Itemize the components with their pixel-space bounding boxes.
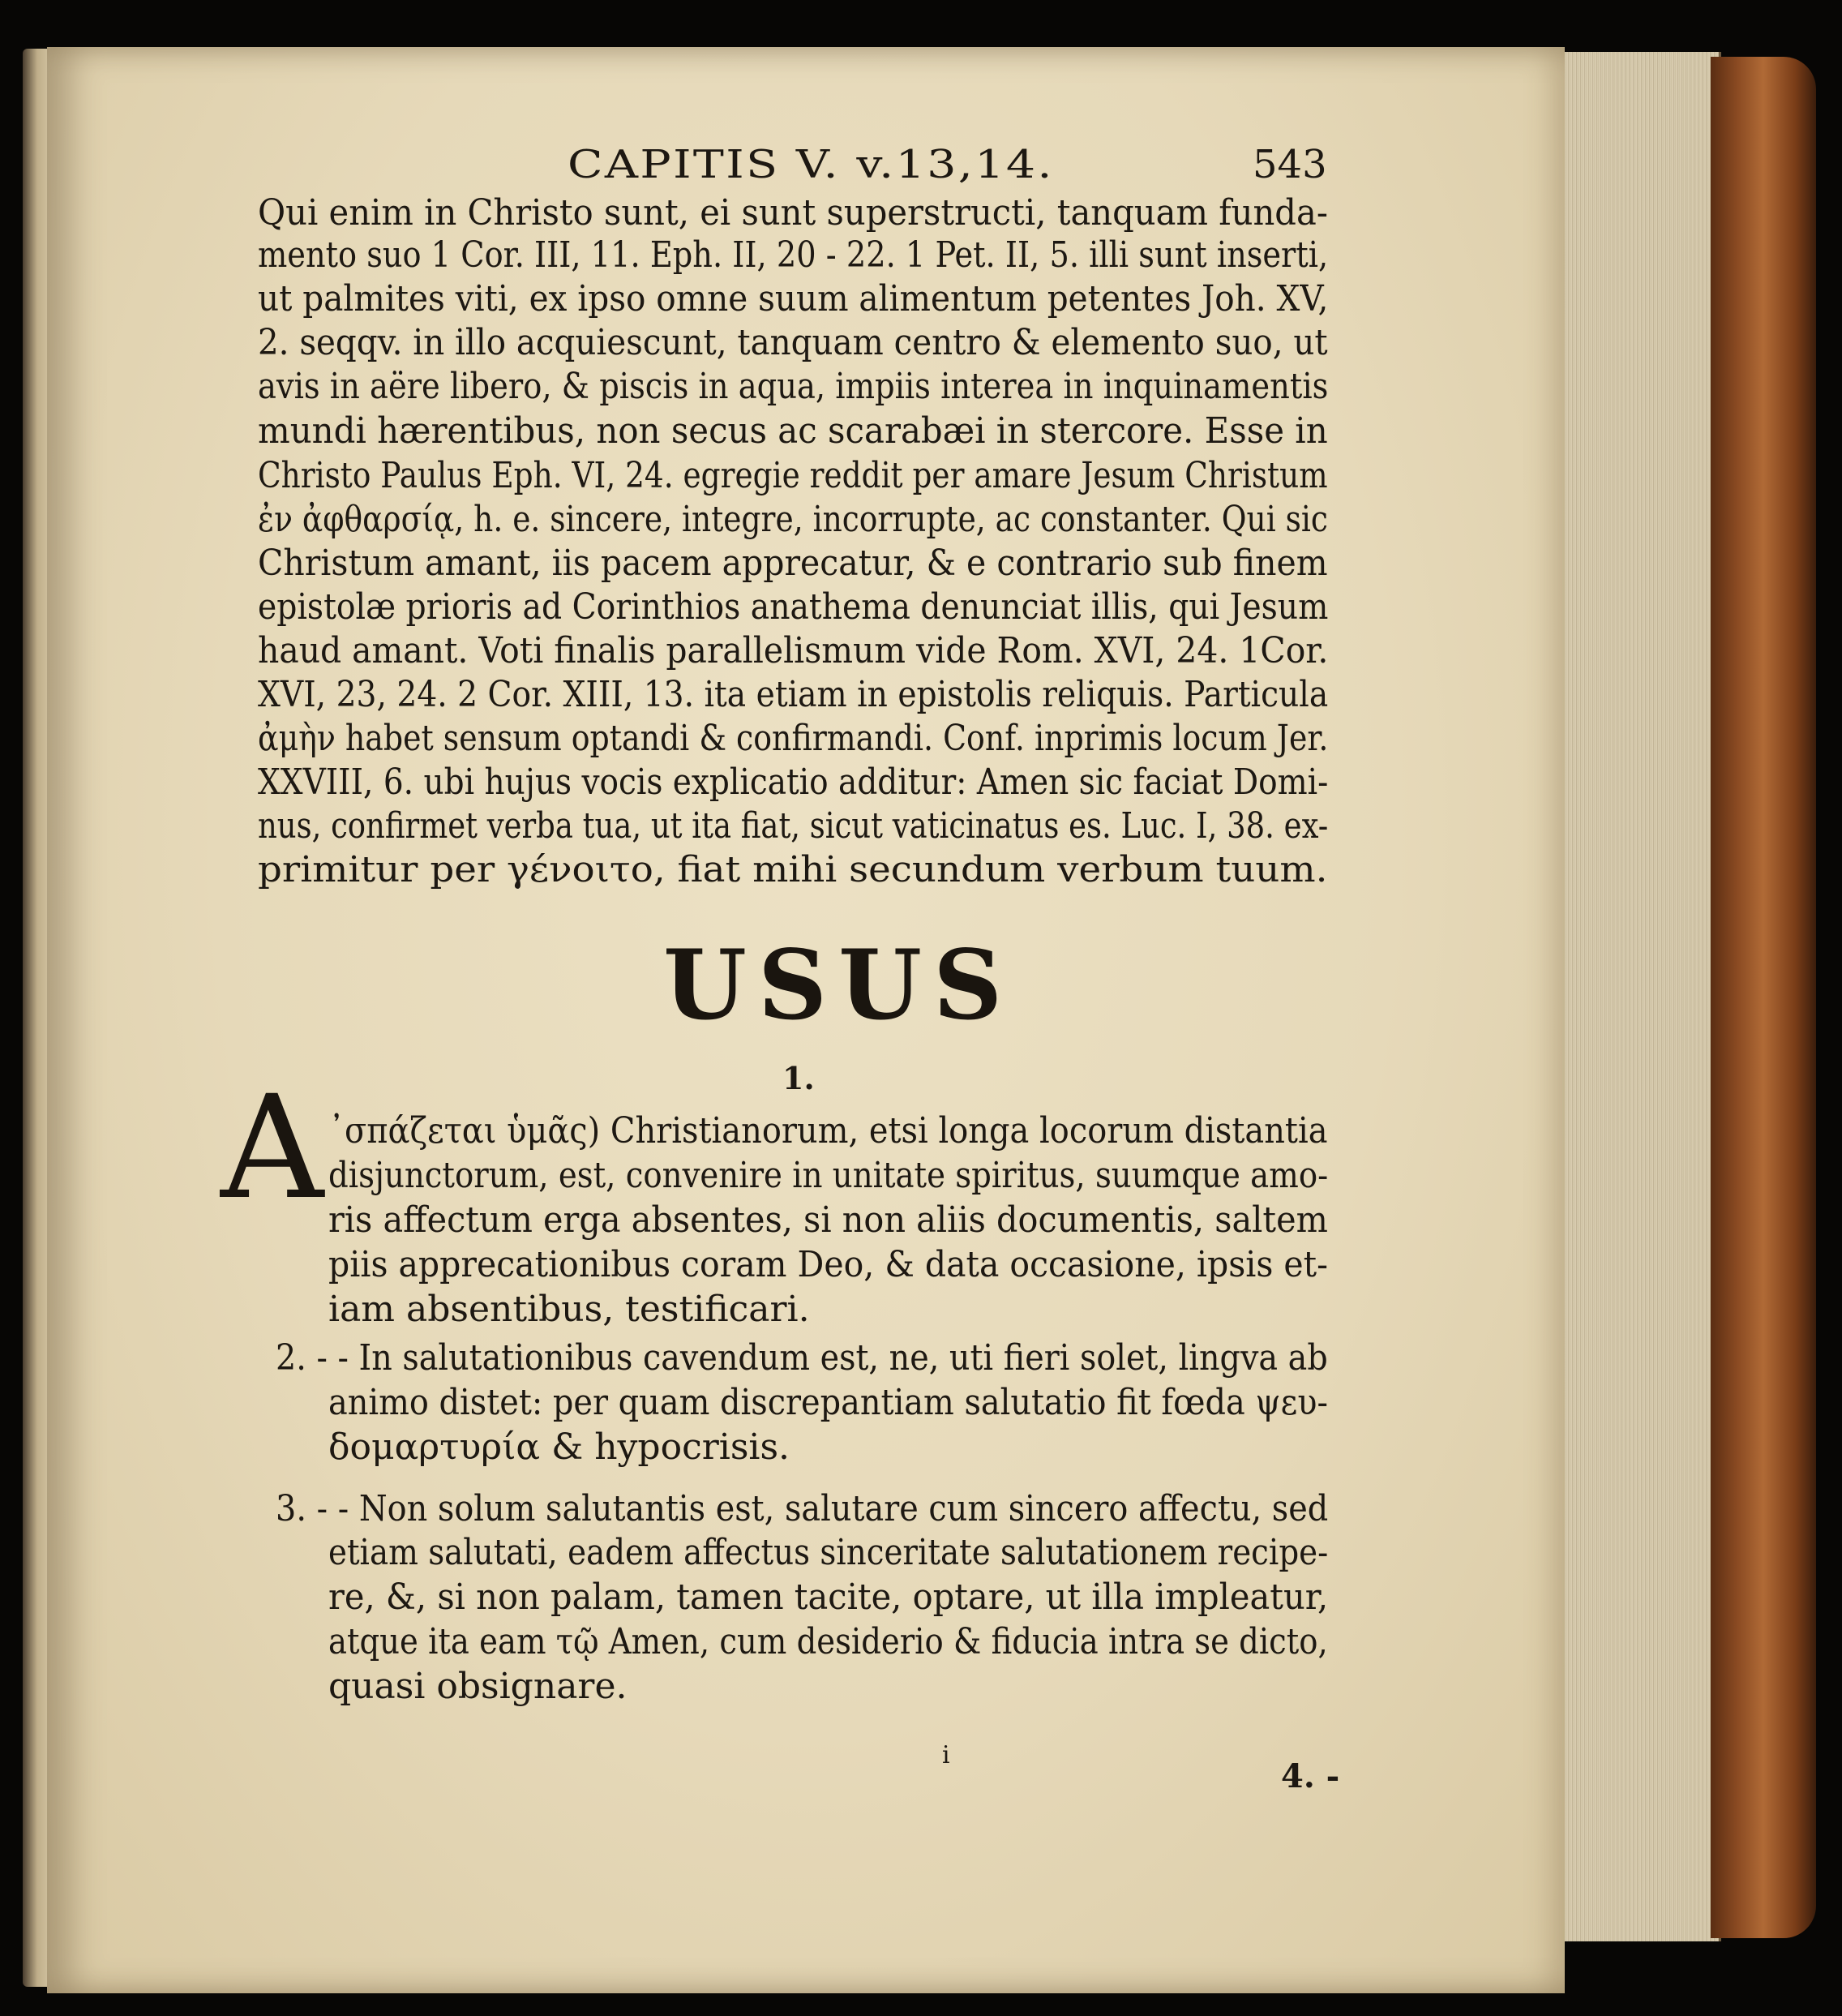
text-line: iam absentibus, testificari. <box>328 1289 810 1330</box>
drop-cap: A <box>221 1065 324 1231</box>
text-line: atque ita eam τῷ Amen, cum desiderio & fiducia intra se dicto, <box>328 1621 1328 1662</box>
page-block-edges <box>1565 52 1721 1941</box>
leather-binding <box>1711 57 1816 1938</box>
text-line: ut palmites viti, ex ipso omne suum alimentum petentes Joh. XV, <box>258 278 1329 320</box>
catchword: 4. - <box>1281 1757 1340 1795</box>
text-line: etiam salutati, eadem affectus sinceritate salutationem recipe- <box>328 1532 1329 1573</box>
text-line: Christum amant, iis pacem apprecatur, & e contrario sub finem <box>258 543 1328 584</box>
section-heading: USUS <box>663 929 1014 1041</box>
text-line: quasi obsignare. <box>328 1666 628 1707</box>
page-number: 543 <box>1253 142 1327 187</box>
text-line: primitur per γένοιτο, fiat mihi secundum verbum tuum. <box>258 849 1328 890</box>
text-line: 2. seqqv. in illo acquiescunt, tanquam centro & elemento suo, ut <box>258 322 1328 363</box>
text-line: mento suo 1 Cor. III, 11. Eph. II, 20 - 22. 1 Pet. II, 5. illi sunt inserti, <box>258 234 1329 276</box>
text-line: 3. - - Non solum salutantis est, salutare cum sincero affectu, sed <box>276 1488 1329 1529</box>
signature-mark: i <box>942 1741 950 1769</box>
text-line: 2. - - In salutationibus cavendum est, ne, uti fieri solet, lingva ab <box>276 1337 1328 1379</box>
text-line: disjunctorum, est, convenire in unitate spiritus, suumque amo- <box>328 1155 1329 1196</box>
text-line: ἐν ἀφθαρσίᾳ, h. e. sincere, integre, incorrupte, ac constanter. Qui sic <box>258 499 1328 540</box>
text-line: re, &, si non palam, tamen tacite, optare, ut illa impleatur, <box>328 1576 1329 1618</box>
text-line: ἀμὴν habet sensum optandi & confirmandi. Conf. inprimis locum Jer. <box>258 718 1329 759</box>
text-line: avis in aëre libero, & piscis in aqua, impiis interea in inquinamentis <box>258 366 1329 407</box>
text-line: ᾿σπάζεται ὑμᾶς) Christianorum, etsi longa locorum distantia <box>328 1110 1328 1152</box>
text-line: Christo Paulus Eph. VI, 24. egregie reddit per amare Jesum Christum <box>258 455 1328 496</box>
running-head: CAPITIS V. v.13,14. <box>568 142 1054 187</box>
text-line: haud amant. Voti finalis parallelismum vide Rom. XVI, 24. 1Cor. <box>258 630 1329 671</box>
text-line: XVI, 23, 24. 2 Cor. XIII, 13. ita etiam in epistolis reliquis. Particula <box>258 674 1329 715</box>
text-line: XXVIII, 6. ubi hujus vocis explicatio additur: Amen sic faciat Domi- <box>258 761 1329 803</box>
text-line: piis apprecationibus coram Deo, & data occasione, ipsis et- <box>328 1244 1328 1285</box>
text-line: ris affectum erga absentes, si non aliis documentis, saltem <box>328 1199 1328 1241</box>
text-line: δομαρτυρία & hypocrisis. <box>328 1426 790 1468</box>
section-number: 1. <box>782 1060 815 1096</box>
text-line: Qui enim in Christo sunt, ei sunt superstructi, tanquam funda- <box>258 192 1328 234</box>
text-line: epistolæ prioris ad Corinthios anathema denunciat illis, qui Jesum <box>258 586 1329 628</box>
text-line: animo distet: per quam discrepantiam salutatio fit fœda ψευ- <box>328 1382 1328 1423</box>
text-line: mundi hærentibus, non secus ac scarabæi in stercore. Esse in <box>258 410 1328 452</box>
text-line: nus, confirmet verba tua, ut ita fiat, sicut vaticinatus es. Luc. I, 38. ex- <box>258 805 1329 847</box>
